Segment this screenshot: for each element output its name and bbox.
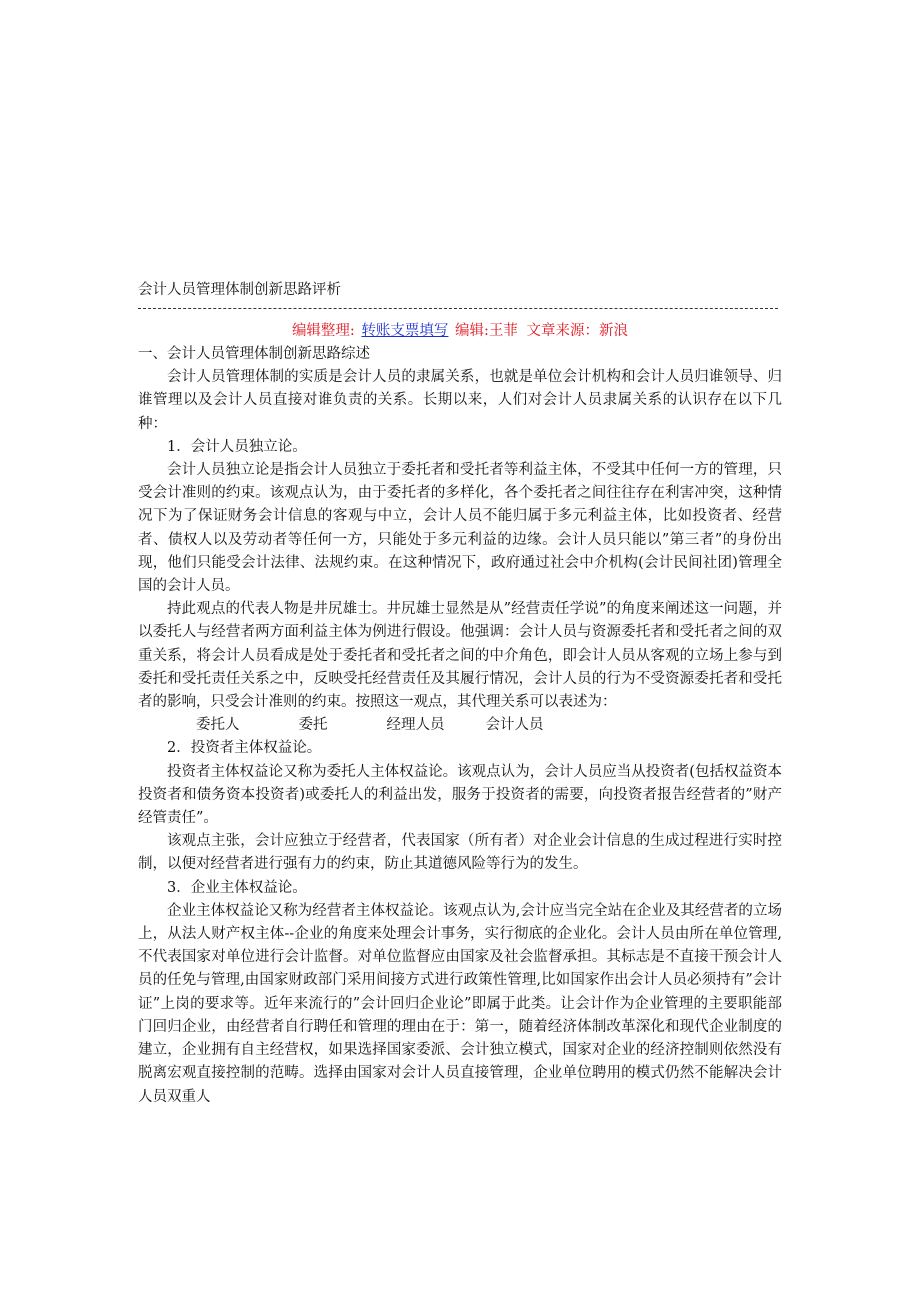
article-source: 文章来源：新浪 [526, 323, 629, 339]
document-page [138, 278, 782, 1109]
relation-entrust: 委托 [298, 717, 328, 734]
paragraph-item2-b: 该观点主张，会计应独立于经营者，代表国家（所有者）对企业会计信息的生成过程进行实时控制，以便对经营者进行强有力的约束，防止其道德风险等行为的发生。 [138, 833, 782, 873]
transfer-cheque-link[interactable]: 转账支票填写 [361, 323, 449, 339]
article-meta [138, 319, 782, 343]
agency-relation [138, 714, 782, 737]
paragraph-item1-a: 会计人员独立论是指会计人员独立于委托者和受托者等利益主体，不受其中任何一方的管理，只受会计准则的约束。该观点认为，由于委托者的多样化，各个委托者之间往往存在利害冲突，这种情况下为了保证财务会计信息的客观与中立，会计人员不能归属于多元利益主体，比如投资者、经营者、债权人以及劳动者等任何一方，只能处于多元利益的边缘。会计人员只能以”第三者”的身份出现，他们只能受会计法律、法规约束。在这种情况下，政府通过社会中介机构(会计民间社团)管理全国的会计人员。 [138, 462, 782, 595]
item-heading-1: 1．会计人员独立论。 [167, 438, 307, 455]
editor-name: 编辑:王菲 [455, 323, 518, 339]
relation-accountant: 会计人员 [485, 717, 544, 734]
paragraph-item2-a: 投资者主体权益论又称为委托人主体权益论。该观点认为，会计人员应当从投资者(包括权益资本投资者和债务资本投资者)或委托人的利益出发，服务于投资者的需要，向投资者报告经营者的”财产经管责任”。 [138, 763, 782, 827]
item-heading-2: 2．投资者主体权益论。 [167, 740, 322, 757]
relation-manager: 经理人员 [386, 717, 445, 734]
document-title: 会计人员管理体制创新思路评析 [138, 282, 341, 298]
section-heading-1: 一、会计人员管理体制创新思路综述 [138, 346, 370, 362]
editor-label: 编辑整理: [291, 323, 355, 339]
paragraph-item3-a: 企业主体权益论又称为经营者主体权益论。该观点认为,会计应当完全站在企业及其经营者的立场上，从法人财产权主体--企业的角度来处理会计事务，实行彻底的企业化。会计人员由所在单位管理,不代表国家对单位进行会计监督。对单位监督应由国家及社会监督承担。其标志是不直接干预会计人员的任免与管理,由国家财政部门采用间接方式进行政策性管理,比如国家作出会计人员必须持有”会计证”上岗的要求等。近年来流行的”会计回归企业论”即属于此类。让会计作为企业管理的主要职能部门回归企业，由经营者自行聘任和管理的理由在于：第一，随着经济体制改革深化和现代企业制度的建立，企业拥有自主经营权，如果选择国家委派、会计独立模式，国家对企业的经济控制则依然没有脱离宏观直接控制的范畴。选择由国家对会计人员直接管理，企业单位聘用的模式仍然不能解决会计人员双重人 [138, 902, 782, 1105]
dashed-separator [138, 308, 778, 309]
paragraph-intro: 会计人员管理体制的实质是会计人员的隶属关系，也就是单位会计机构和会计人员归谁领导、归谁管理以及会计人员直接对谁负责的关系。长期以来，人们对会计人员隶属关系的认识存在以下几种： [138, 369, 782, 432]
paragraph-item1-b: 持此观点的代表人物是井尻雄士。井尻雄士显然是从”经营责任学说”的角度来阐述这一问题，并以委托人与经营者两方面利益主体为例进行假设。他强调：会计人员与资源委托者和受托者之间的双重关系，将会计人员看成是处于委托者和受托者之间的中介角色，即会计人员从客观的立场上参与到委托和受托责任关系之中，反映受托经营责任及其履行情况，会计人员的行为不受资源委托者和受托者的影响，只受会计准则的约束。按照这一观点，其代理关系可以表述为： [138, 601, 782, 711]
relation-principal: 委托人 [196, 717, 240, 734]
item-heading-3: 3．企业主体权益论。 [167, 879, 307, 896]
